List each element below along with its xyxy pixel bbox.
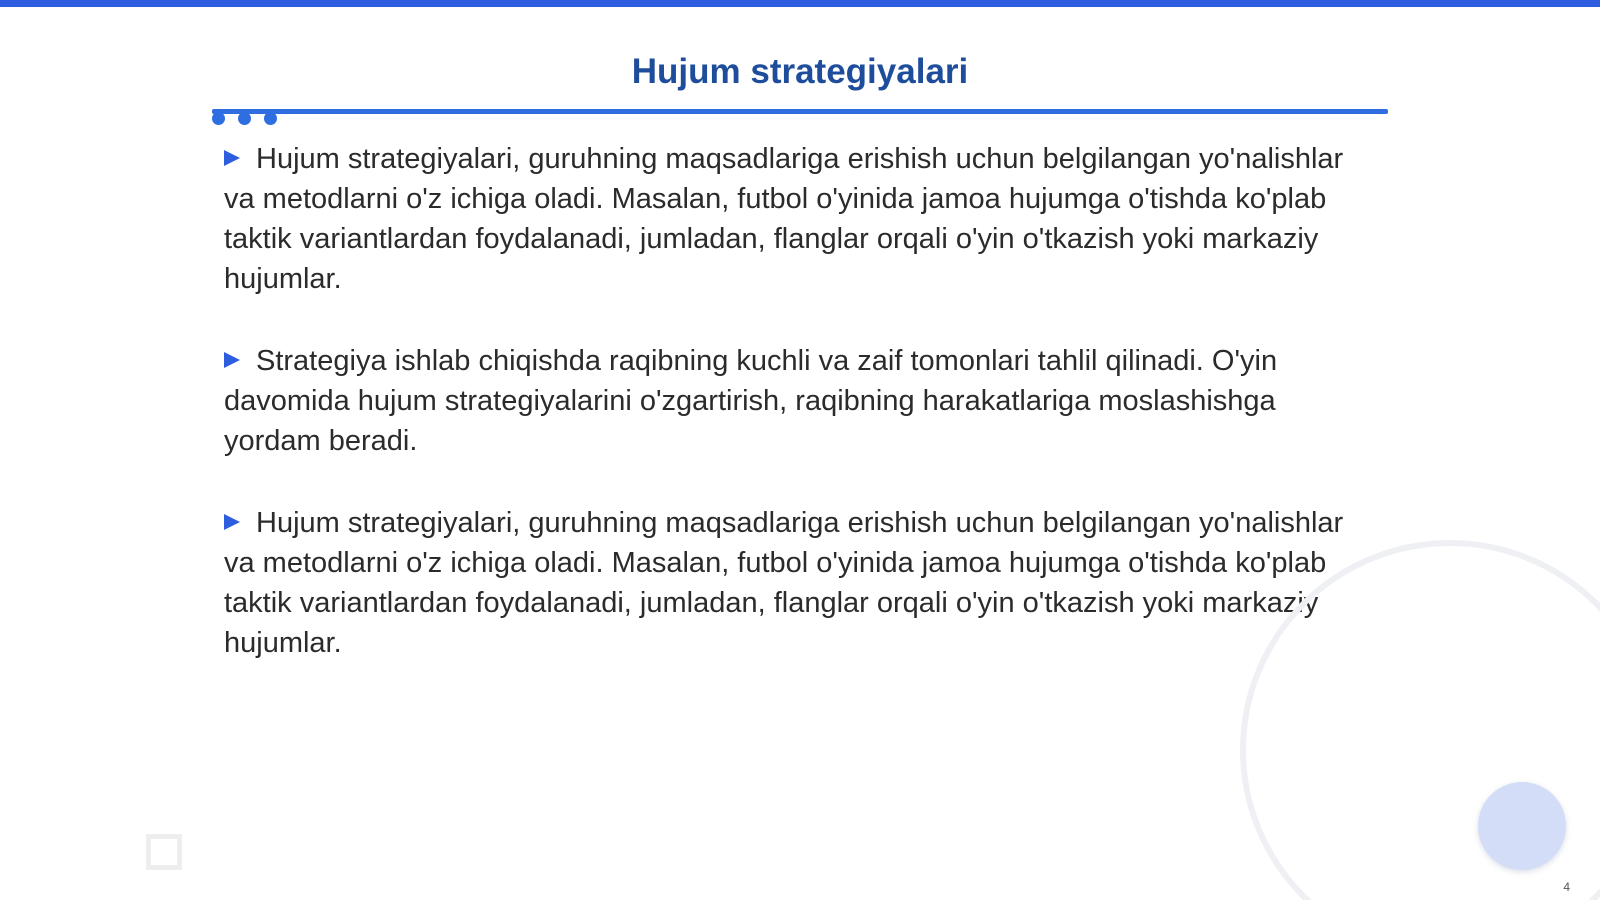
- title-dot-3: [264, 112, 277, 125]
- bullet-item-1: [224, 139, 1354, 299]
- title-dot-2: [238, 112, 251, 125]
- top-accent-bar: [0, 0, 1600, 7]
- bullet-list: [224, 139, 1354, 705]
- bullet-text-2: Strategiya ishlab chiqishda raqibning kuchli va zaif tomonlari tahlil qilinadi. O'yin davomida hujum strategiyalarini o'zgartirish, raqibning harakatlariga moslashishga yordam beradi.: [224, 345, 1278, 457]
- bullet-text-1: Hujum strategiyalari, guruhning maqsadlariga erishish uchun belgilangan yo'nalishlar va metodlarni o'z ichiga oladi. Masalan, futbol o'yinida jamoa hujumga o'tishda ko'plab taktik variantlardan foydalanadi, jumladan, flanglar orqali o'yin o'tkazish yoki markaziy hujumlar.: [224, 143, 1344, 295]
- triangle-bullet-icon: [224, 150, 240, 166]
- bullet-text-3: Hujum strategiyalari, guruhning maqsadlariga erishish uchun belgilangan yo'nalishlar va metodlarni o'z ichiga oladi. Masalan, futbol o'yinida jamoa hujumga o'tishda ko'plab taktik variantlardan foydalanadi, jumladan, flanglar orqali o'yin o'tkazish yoki markaziy hujumlar.: [224, 507, 1344, 659]
- page-number: 4: [1563, 880, 1570, 894]
- bullet-item-3: [224, 503, 1354, 663]
- title-dot-1: [212, 112, 225, 125]
- decorative-circle: [1478, 782, 1566, 870]
- title-underline: [212, 109, 1388, 114]
- bullet-item-2: [224, 341, 1354, 461]
- slide-title: Hujum strategiyalari: [631, 52, 969, 91]
- triangle-bullet-icon: [224, 352, 240, 368]
- decorative-square: [146, 834, 182, 870]
- triangle-bullet-icon: [224, 514, 240, 530]
